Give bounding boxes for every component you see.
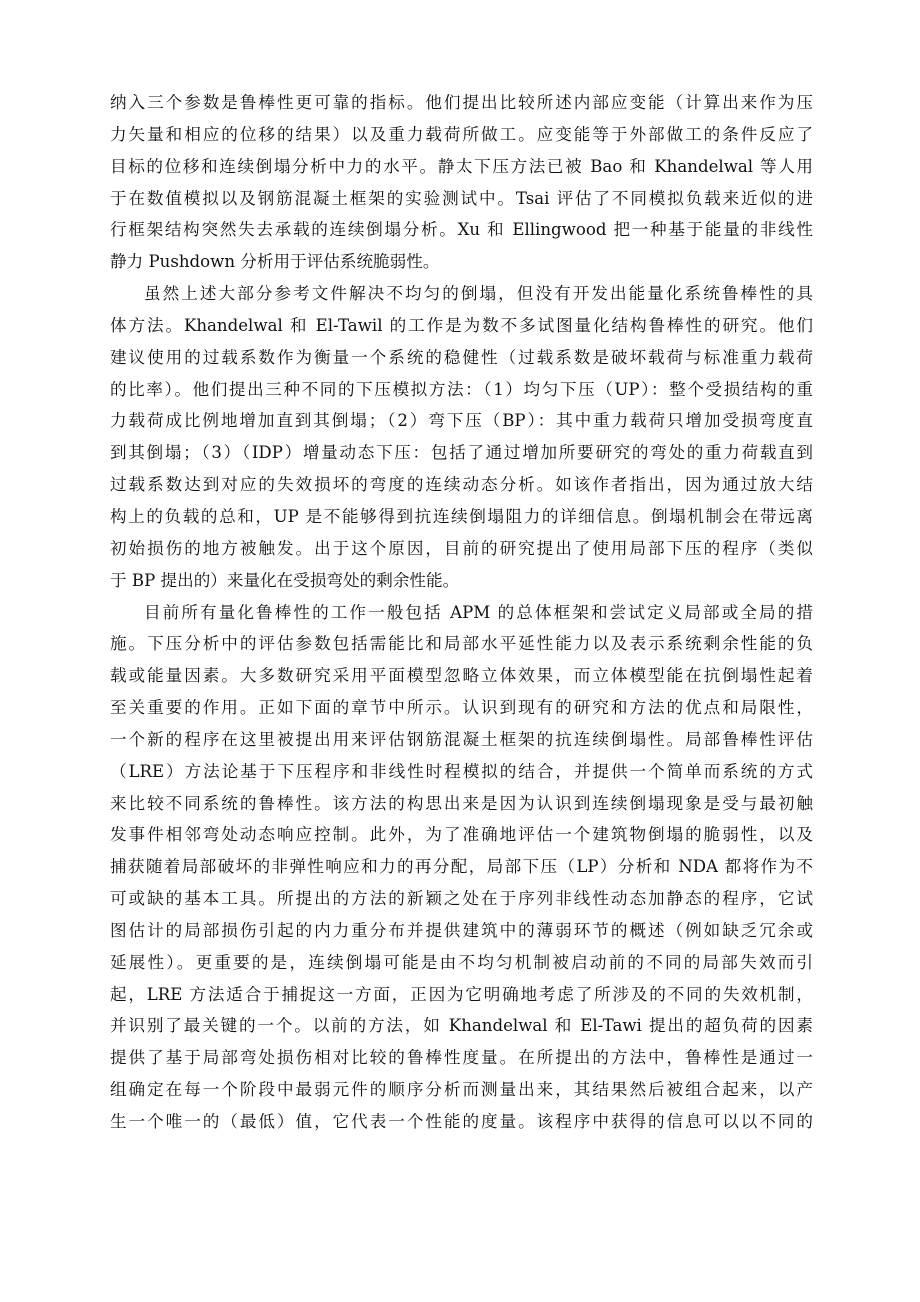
paragraph-1 xyxy=(110,87,813,278)
text-line: 力矢量和相应的位移的结果）以及重力载荷所做工。应变能等于外部做工的条件反应了 xyxy=(110,124,813,144)
text-line: 于 BP 提出的）来量化在受损弯处的剩余性能。 xyxy=(110,570,460,590)
text-line: 图估计的局部损伤引起的内力重分布并提供建筑中的薄弱环节的概述（例如缺乏冗余或 xyxy=(110,920,813,940)
text-line: 捕获随着局部破坏的非弹性响应和力的再分配，局部下压（LP）分析和 NDA 都将作为不 xyxy=(110,857,813,877)
text-line: 生一个唯一的（最低）值，它代表一个性能的度量。该程序中获得的信息可以以不同的 xyxy=(110,1112,813,1131)
text-line: 延展性）。更重要的是，连续倒塌可能是由不均匀机制被启动前的不同的局部失效而引 xyxy=(110,952,813,972)
text-line: （LRE）方法论基于下压程序和非线性时程模拟的结合，并提供一个简单而系统的方式 xyxy=(110,761,813,781)
text-line: 目标的位移和连续倒塌分析中力的水平。静太下压方法已被 Bao 和 Khandelwal 等人用 xyxy=(110,156,813,176)
text-line: 纳入三个参数是鲁棒性更可靠的指标。他们提出比较所述内部应变能（计算出来作为压 xyxy=(110,93,813,112)
text-line: 起，LRE 方法适合于捕捉这一方面，正因为它明确地考虑了所涉及的不同的失效机制， xyxy=(110,984,813,1004)
text-line: 初始损伤的地方被触发。出于这个原因，目前的研究提出了使用局部下压的程序（类似 xyxy=(110,538,813,558)
text-line: 可或缺的基本工具。所提出的方法的新颖之处在于序列非线性动态加静态的程序，它试 xyxy=(110,889,813,909)
text-line: 到其倒塌；（3）（IDP）增量动态下压：包括了通过增加所要研究的弯处的重力荷载直到 xyxy=(110,443,813,463)
text-line: 静力 Pushdown 分析用于评估系统脆弱性。 xyxy=(110,252,440,272)
paragraph-3 xyxy=(110,597,813,1138)
text-line: 至关重要的作用。正如下面的章节中所示。认识到现有的研究和方法的优点和局限性， xyxy=(110,698,813,718)
text-line: 的比率）。他们提出三种不同的下压模拟方法：（1）均匀下压（UP）：整个受损结构的重 xyxy=(110,379,813,399)
text-line: 载或能量因素。大多数研究采用平面模型忽略立体效果，而立体模型能在抗倒塌性起着 xyxy=(110,666,813,686)
text-line: 施。下压分析中的评估参数包括需能比和局部水平延性能力以及表示系统剩余性能的负 xyxy=(110,634,813,654)
text-line: 建议使用的过载系数作为衡量一个系统的稳健性（过载系数是破坏载荷与标准重力载荷 xyxy=(110,347,813,367)
text-line: 体方法。Khandelwal 和 El-Tawil 的工作是为数不多试图量化结构鲁棒性的研究。他们 xyxy=(110,315,813,335)
text-line: 构上的负载的总和，UP 是不能够得到抗连续倒塌阻力的详细信息。倒塌机制会在带远离 xyxy=(110,506,813,526)
text-line: 组确定在每一个阶段中最弱元件的顺序分析而测量出来，其结果然后被组合起来，以产 xyxy=(110,1080,813,1100)
text-line: 提供了基于局部弯处损伤相对比较的鲁棒性度量。在所提出的方法中，鲁棒性是通过一 xyxy=(110,1048,813,1068)
text-line: 来比较不同系统的鲁棒性。该方法的构思出来是因为认识到连续倒塌现象是受与最初触 xyxy=(110,793,813,813)
text-line: 力载荷成比例地增加直到其倒塌；（2）弯下压（BP）：其中重力载荷只增加受损弯度直 xyxy=(110,411,813,431)
text-line: 一个新的程序在这里被提出用来评估钢筋混凝土框架的抗连续倒塌性。局部鲁棒性评估 xyxy=(110,729,813,749)
text-line: 目前所有量化鲁棒性的工作一般包括 APM 的总体框架和尝试定义局部或全局的措 xyxy=(144,602,813,622)
document-page xyxy=(110,87,813,1138)
text-line: 虽然上述大部分参考文件解决不均匀的倒塌，但没有开发出能量化系统鲁棒性的具 xyxy=(144,284,813,304)
text-line: 行框架结构突然失去承载的连续倒塌分析。Xu 和 Ellingwood 把一种基于能量的非线性 xyxy=(110,220,813,240)
text-line: 过载系数达到对应的失效损坏的弯度的连续动态分析。如该作者指出，因为通过放大结 xyxy=(110,475,813,495)
text-line: 发事件相邻弯处动态响应控制。此外，为了准确地评估一个建筑物倒塌的脆弱性，以及 xyxy=(110,825,813,845)
paragraph-2 xyxy=(110,278,813,596)
text-line: 并识别了最关键的一个。以前的方法，如 Khandelwal 和 El-Tawi 提出的超负荷的因素 xyxy=(110,1016,813,1036)
text-line: 于在数值模拟以及钢筋混凝土框架的实验测试中。Tsai 评估了不同模拟负载来近似的进 xyxy=(110,188,813,208)
